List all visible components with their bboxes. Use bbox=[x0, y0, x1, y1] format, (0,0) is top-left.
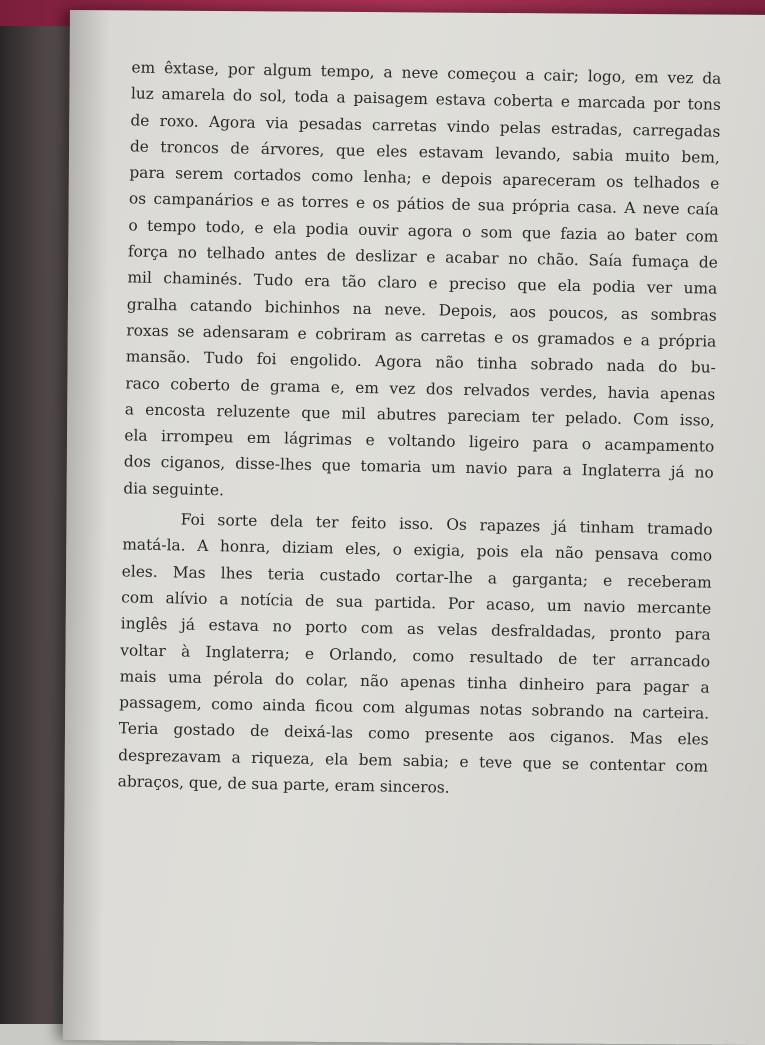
text-line: força no telhado antes de deslizar e acabar no chão. Saía fumaça de bbox=[127, 242, 718, 272]
text-line: o tempo todo, e ela podia ouvir agora o som que fazia ao bater com bbox=[128, 216, 719, 246]
book-page bbox=[63, 10, 765, 1045]
text-line: dia seguinte. bbox=[123, 479, 225, 500]
page-text bbox=[117, 54, 721, 806]
text-line: mansão. Tudo foi engolido. Agora não tinha sobrado nada do bu- bbox=[125, 347, 716, 377]
text-line: matá-la. A honra, diziam eles, o exigia, pois ela não pensava como bbox=[122, 535, 713, 566]
text-line: de roxo. Agora via pesadas carretas vindo pelas estradas, carregadas bbox=[130, 111, 721, 141]
text-line: inglês já estava no porto com as velas desfraldadas, pronto para bbox=[120, 614, 711, 644]
text-line: de troncos de árvores, que eles estavam levando, sabia muito bem, bbox=[129, 137, 720, 167]
text-line: Foi sorte dela ter feito isso. Os rapazes já tinham tramado bbox=[180, 510, 713, 539]
text-line: passagem, como ainda ficou com algumas notas sobrando na carteira. bbox=[119, 693, 710, 723]
text-line: os campanários e as torres e os pátios de sua própria casa. A neve caía bbox=[128, 189, 719, 220]
text-line: luz amarela do sol, toda a paisagem estava coberta e marcada por tons bbox=[130, 84, 722, 115]
text-line: gralha catando bichinhos na neve. Depois, aos poucos, as sombras bbox=[126, 295, 717, 325]
text-line: voltar à Inglaterra; e Orlando, como resultado de ter arrancado bbox=[120, 640, 711, 671]
text-line: com alívio a notícia de sua partida. Por acaso, um navio mercante bbox=[121, 588, 712, 618]
text-line: mil chaminés. Tudo era tão claro e preciso que ela podia ver uma bbox=[127, 268, 718, 299]
paragraph-1 bbox=[123, 54, 721, 512]
text-line: dos ciganos, disse-lhes que tomaria um navio para a Inglaterra já no bbox=[123, 452, 714, 483]
text-line: abraços, que, de sua parte, eram sinceros. bbox=[117, 772, 450, 797]
text-line: mais uma pérola do colar, não apenas tinha dinheiro para pagar a bbox=[119, 667, 710, 697]
text-line: raco coberto de grama e, em vez dos relvados verdes, havia apenas bbox=[125, 373, 716, 404]
text-line: Teria gostado de deixá-las como presente aos ciganos. Mas eles bbox=[118, 719, 709, 750]
text-line: para serem cortados como lenha; e depois apareceram os telhados e bbox=[129, 163, 720, 193]
text-line: em êxtase, por algum tempo, a neve começou a cair; logo, em vez da bbox=[131, 58, 722, 88]
text-line: a encosta reluzente que mil abutres pareciam ter pelado. Com isso, bbox=[124, 400, 715, 430]
text-line: roxas se adensaram e cobriram as carretas e os gramados e a própria bbox=[126, 321, 717, 351]
text-line: ela irrompeu em lágrimas e voltando ligeiro para o acampamento bbox=[124, 426, 715, 456]
paragraph-2 bbox=[117, 505, 712, 806]
text-line: eles. Mas lhes teria custado cortar-lhe a garganta; e receberam bbox=[121, 561, 712, 592]
text-line: desprezavam a riqueza, ela bem sabia; e teve que se contentar com bbox=[118, 746, 709, 776]
